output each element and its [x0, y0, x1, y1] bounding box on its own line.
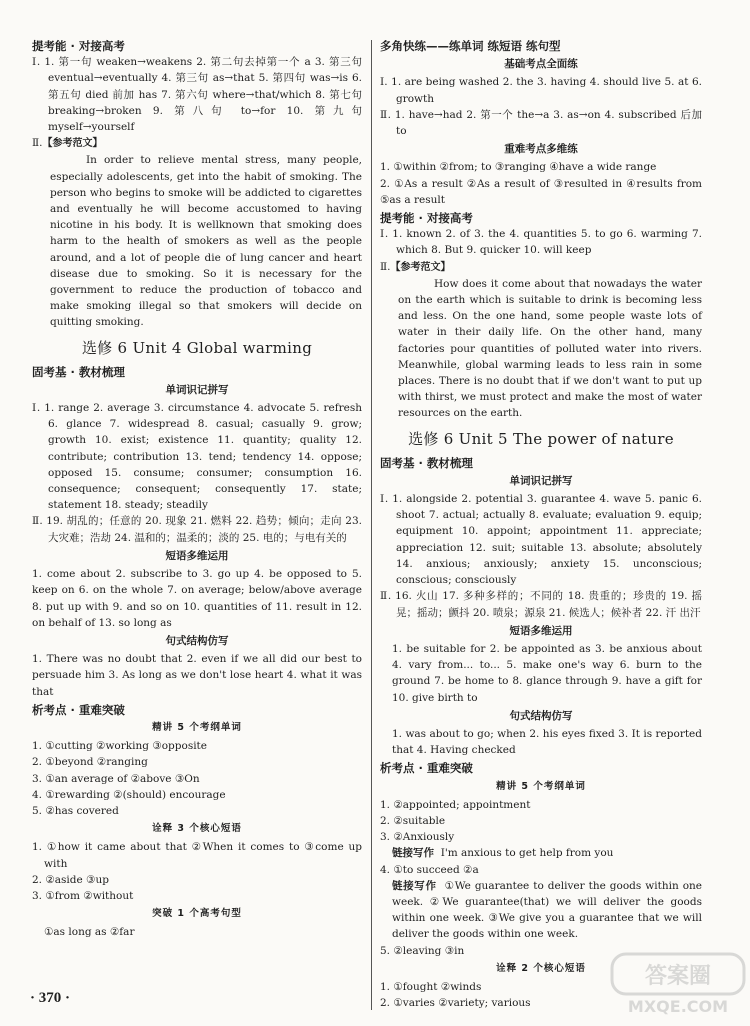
answer-line-essay-header	[32, 135, 362, 152]
answer-line: 4. ①rewarding ②(should) encourage	[32, 788, 226, 801]
sub-heading: 精讲 5 个考纲单词	[152, 721, 242, 733]
sub-heading: 诠释 2 个核心短语	[496, 962, 586, 974]
answer-line: ①as long as ②far	[44, 926, 135, 939]
answer-line: 1. come about 2. subscribe to 3. go up 4. be opposed to 5. keep on 6. on the whole 7. on average; below/above average 8. put up with 9. and so on 10. quantities of 11. result in 12. on behalf of 13. so long as	[32, 568, 362, 629]
section-heading: 提考能 · 对接高考	[32, 39, 125, 53]
sub-heading: 句式结构仿写	[165, 634, 229, 647]
unit-title: 选修 6 Unit 5 The power of nature	[408, 429, 674, 448]
sub-heading: 诠释 3 个核心短语	[152, 823, 242, 835]
answer-line: 2. ①As a result ②As a result of ③resulted in ④results from ⑤as a result	[380, 177, 702, 206]
section-heading: 多角快练——练单词 练短语 练句型	[380, 39, 561, 53]
right-column	[380, 36, 702, 1011]
page-number: · 370 ·	[30, 990, 71, 1006]
sub-heading: 重难考点多维练	[504, 143, 578, 156]
sub-heading: 短语多维运用	[509, 624, 573, 637]
answer-line: 1. There was no doubt that 2. even if we all did our best to persuade him 3. As long as we don't lose heart 4. what it was that	[32, 653, 362, 698]
answer-line: 1. ①cutting ②working ③opposite	[32, 740, 207, 753]
section-heading: 析考点 · 重难突破	[32, 702, 125, 717]
answer-line: Ⅰ. 1. 第一句 weaken→weakens 2. 第二句去掉第一个 a 3. 第三句 eventual→eventually 4. 第三句 as→that 5. 第四句 was→is 6. 第五句 died 前加 has 7. 第六句 where→that/which 8. 第七句 breaking→broken 9. 第八句 to→for 10. 第九句 myself→yourself	[32, 56, 362, 134]
writing-link-line	[380, 845, 702, 861]
answer-line: 2. ②suitable	[380, 814, 446, 827]
answer-line: 1. ①fought ②winds	[380, 980, 482, 993]
answer-line: 1. ①within ②from; to ③ranging ④have a wide range	[380, 161, 657, 174]
answer-line: 5. ②has covered	[32, 804, 119, 817]
answer-line-essay-header	[380, 259, 702, 276]
sub-heading: 单词识记拼写	[509, 474, 573, 487]
answer-line: Ⅰ. 1. range 2. average 3. circumstance 4. advocate 5. refresh 6. glance 7. widespread 8. casual; casually 9. grow; growth 10. exist; existence 11. quantity; quality 12. contribute; contribution 13. tend; tendency 14. oppose; opposed 15. consume; consumer; consumption 16. consequence; consequent; consequently 17. state; statement 18. steady; steadily	[32, 402, 362, 512]
roman-label: Ⅱ.	[32, 137, 43, 150]
answer-line: 1. ①how it came about that ②When it comes to ③come up with	[32, 841, 362, 870]
answer-line: 2. ①beyond ②ranging	[32, 756, 148, 769]
watermark-text-url: MXQE.COM	[627, 997, 729, 1016]
answer-line: 2. ①varies ②variety; various	[380, 997, 531, 1010]
sub-heading: 短语多维运用	[165, 549, 229, 562]
answer-line: Ⅱ. 19. 胡乱的；任意的 20. 现象 21. 燃料 22. 趋势；倾向；走向 23. 大灾难；浩劫 24. 温和的；温柔的；淡的 25. 电的；与电有关的	[32, 515, 362, 544]
section-heading: 固考基 · 教材梳理	[32, 364, 125, 379]
answer-line: 2. ②aside ③up	[32, 873, 109, 886]
column-divider	[371, 40, 372, 1010]
watermark-logo	[608, 948, 748, 1018]
writing-link-text: I'm anxious to get help from you	[440, 847, 614, 860]
sub-heading: 基础考点全面练	[504, 58, 578, 71]
writing-link-label: 链接写作	[392, 879, 437, 892]
left-column	[32, 36, 362, 941]
writing-link-label: 链接写作	[392, 847, 434, 860]
sub-heading: 单词识记拼写	[165, 383, 229, 396]
answer-line: 1. ②appointed; appointment	[380, 798, 531, 811]
answer-line: Ⅱ. 1. have→had 2. 第一个 the→a 3. as→on 4. subscribed 后加 to	[380, 108, 702, 138]
sub-heading: 精讲 5 个考纲单词	[496, 780, 586, 792]
reference-essay-label: 【参考范文】	[42, 138, 103, 150]
answer-line: 5. ②leaving ③in	[380, 944, 465, 957]
section-heading: 固考基 · 教材梳理	[380, 455, 473, 470]
answer-line: Ⅱ. 16. 火山 17. 多种多样的；不同的 18. 贵重的；珍贵的 19. 摇晃；摇动；颤抖 20. 喷泉；源泉 21. 候选人；候补者 22. 汗 出汗	[380, 590, 702, 619]
answer-line: Ⅰ. 1. known 2. of 3. the 4. quantities 5. to go 6. warming 7. which 8. But 9. quicker 10. will keep	[380, 228, 702, 257]
sub-heading: 句式结构仿写	[509, 709, 573, 722]
watermark-text-cn: 答案圈	[644, 964, 712, 989]
answer-line: 3. ①an average of ②above ③On	[32, 772, 200, 785]
answer-line: 3. ①from ②without	[32, 889, 134, 902]
roman-label: Ⅱ.	[380, 260, 391, 273]
sub-heading: 突破 1 个高考句型	[152, 908, 242, 920]
answer-line: Ⅰ. 1. are being washed 2. the 3. having 4. should live 5. at 6. growth	[380, 76, 702, 105]
reference-essay-label: 【参考范文】	[390, 261, 451, 273]
answer-line: Ⅰ. 1. alongside 2. potential 3. guarantee 4. wave 5. panic 6. shoot 7. actual; actually 8. evaluate; evaluation 9. equip; equipment 10. appoint; appointment 11. appreciate; appreciation 12. suit; suitable 13. absolute; absolutely 14. anxious; anxiously; anxiety 15. unconscious; conscious; consciously	[380, 493, 702, 587]
section-heading: 析考点 · 重难突破	[380, 761, 473, 776]
writing-link-line	[380, 878, 702, 943]
reference-essay: In order to relieve mental stress, many people, especially adolescents, get into the habit of smoking. The person who begins to smoke will be addicted to cigarettes and eventually he will become accustomed to having nicotine in his body. It is wellknown that smoking does harm to the health of smokers as well as the people around, and a lot of people die of lung cancer and heart disease due to smoking. So it is necessary for the government to reduce the production of tobacco and make smoking illegal so that smokers will decide on quitting smoking.	[50, 154, 362, 329]
answer-line: 1. was about to go; when 2. his eyes fixed 3. It is reported that 4. Having checked	[392, 727, 702, 757]
writing-link-text: ①We guarantee to deliver the goods within one week. ②We guarantee(that) we will deliver the goods within one week. ③We give you a guarantee that we will deliver the goods within one week.	[392, 879, 702, 941]
answer-line: 3. ②Anxiously	[380, 831, 455, 844]
section-heading: 提考能 · 对接高考	[380, 211, 473, 226]
reference-essay: How does it come about that nowadays the water on the earth which is suitable to drink is becoming less and less. On the one hand, some people waste lots of water in their daily life. On the other hand, many factories pour quantities of polluted water into rivers. Meanwhile, global warming leads to less rain in some places. There is no doubt that if we don't want to put up with thirst, we must protect and make the most of water resources on the earth.	[398, 277, 702, 420]
unit-title: 选修 6 Unit 4 Global warming	[81, 338, 313, 357]
answer-line: 4. ①to succeed ②a	[380, 863, 479, 876]
answer-line: 1. be suitable for 2. be appointed as 3. be anxious about 4. vary from... to... 5. make one's way 6. burn to the ground 7. be home to 8. glance through 9. have a gift for 10. give birth to	[392, 642, 702, 704]
